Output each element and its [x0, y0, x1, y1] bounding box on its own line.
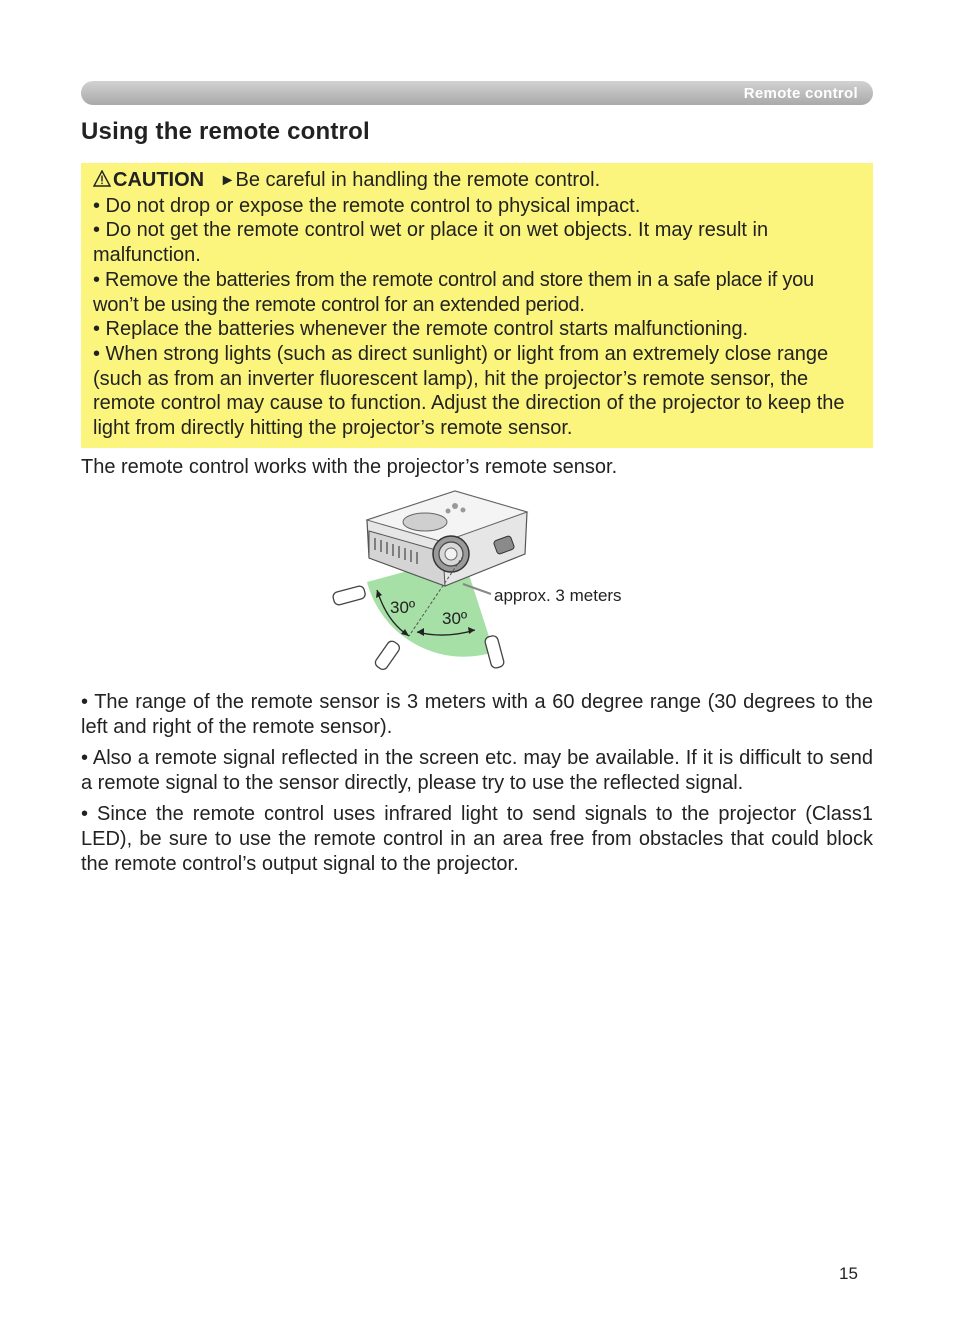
pointer-arrow-icon: ► [219, 172, 236, 189]
caution-lead: Be careful in handling the remote control. [235, 169, 601, 191]
note-paragraph: • The range of the remote sensor is 3 meters with a 60 degree range (30 degrees to the left and right of the remote sensor). [81, 691, 873, 738]
caution-item: • Replace the batteries whenever the remote control starts malfunctioning. [93, 318, 749, 341]
caution-item: • Do not get the remote control wet or place it on wet objects. It may result in malfunction. [93, 219, 769, 267]
remote-control-left-icon [332, 585, 366, 606]
section-header-bar [81, 81, 873, 105]
remote-range-diagram [325, 486, 655, 676]
caution-item: • When strong lights (such as direct sunlight) or light from an extremely close range (such as from an inverter fluorescent lamp), hit the projector’s remote sensor, the remote control may cause to function. Adjust the direction of the projector to keep the light from directly hitting the projector’s remote sensor. [93, 342, 845, 440]
caution-box [81, 163, 873, 448]
caution-heading-line [93, 168, 861, 194]
caution-item: • Remove the batteries from the remote control and store them in a safe place if you won’t be using the remote control for an extended period. [93, 268, 814, 316]
range-distance-label: approx. 3 meters [494, 586, 622, 605]
page-title: Using the remote control [81, 118, 370, 145]
note-paragraph: • Also a remote signal reflected in the screen etc. may be available. If it is difficult to send a remote signal to the sensor directly, please try to use the reflected signal. [81, 747, 873, 794]
angle-left-label: 30º [390, 598, 416, 617]
remote-control-right-icon [484, 635, 505, 669]
page-number: 15 [839, 1264, 858, 1283]
warning-triangle-icon [93, 170, 111, 187]
intro-text: The remote control works with the projector’s remote sensor. [81, 456, 618, 478]
note-paragraph: • Since the remote control uses infrared light to send signals to the projector (Class1 LED), be sure to use the remote control in an area free from obstacles that could block the remote control’s output signal to the projector. [81, 803, 873, 875]
caution-heading [93, 169, 210, 191]
projector-illustration [367, 491, 527, 586]
section-label: Remote control [743, 85, 858, 102]
remote-control-center-icon [373, 639, 401, 671]
caution-heading-text: CAUTION [113, 169, 205, 191]
angle-right-label: 30º [442, 609, 468, 628]
notes-section [81, 690, 873, 883]
caution-item: • Do not drop or expose the remote control to physical impact. [93, 194, 641, 217]
